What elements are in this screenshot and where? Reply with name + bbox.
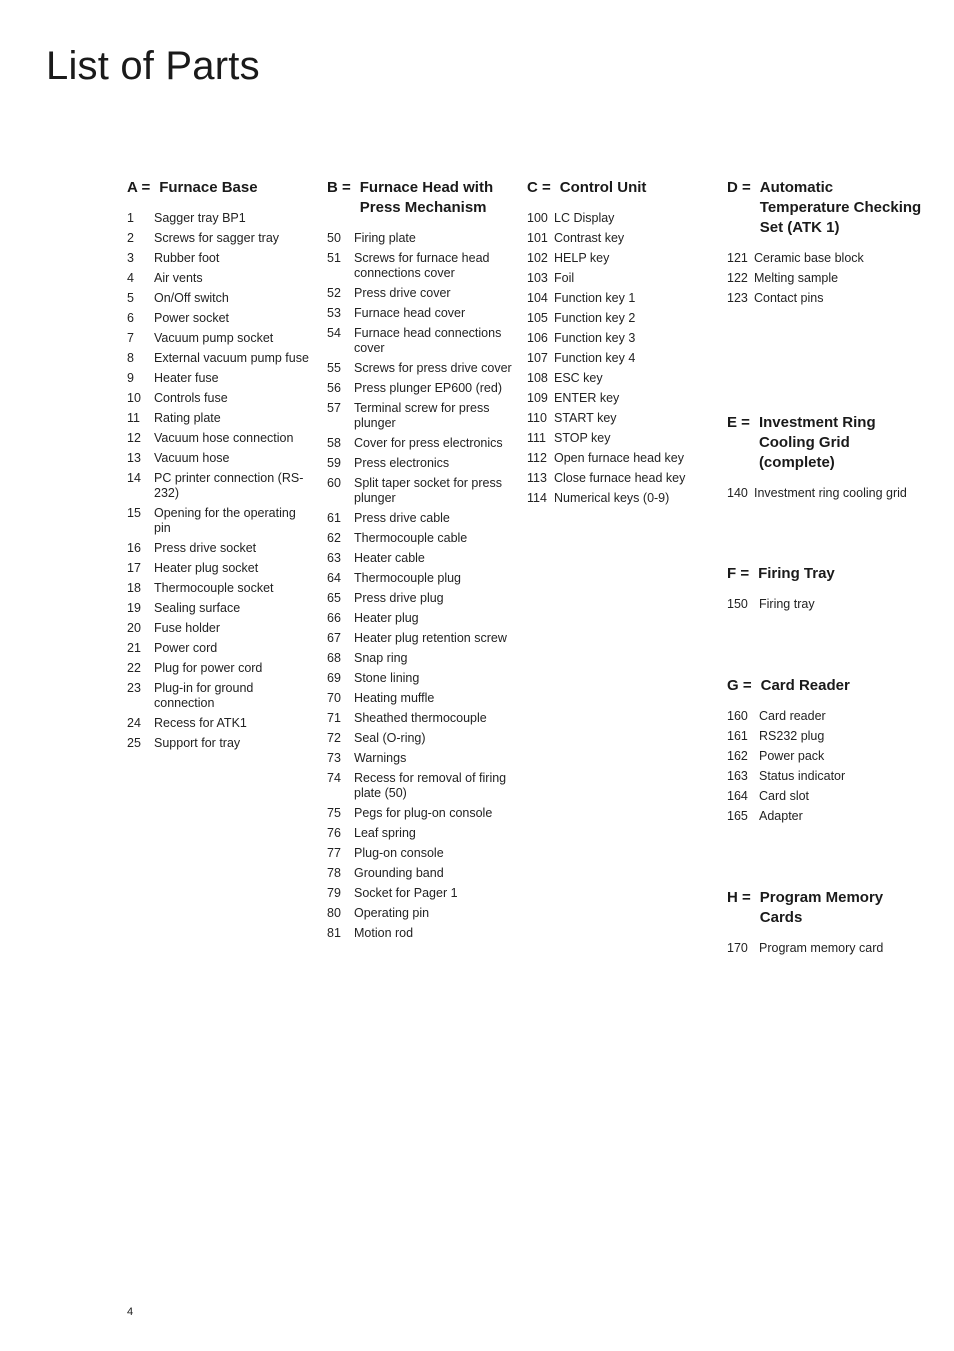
part-number: 16	[127, 541, 141, 555]
part-label: Foil	[554, 271, 575, 285]
part-item	[127, 291, 312, 306]
part-label: Air vents	[154, 271, 203, 285]
part-item	[527, 391, 712, 406]
part-item	[127, 371, 312, 386]
part-label: Vacuum pump socket	[154, 331, 274, 345]
section-name: Automatic Temperature Checking Set (ATK 1)	[759, 179, 922, 236]
part-item	[327, 511, 512, 526]
column-d	[727, 178, 922, 961]
part-item	[727, 809, 922, 824]
part-item	[327, 826, 512, 841]
section-heading	[727, 178, 922, 238]
part-item	[327, 886, 512, 901]
part-number: 71	[327, 711, 341, 725]
part-number: 4	[127, 271, 134, 285]
part-label: Split taper socket for press plunger	[354, 476, 502, 505]
part-item	[127, 581, 312, 596]
part-item	[527, 331, 712, 346]
part-item	[327, 551, 512, 566]
part-item	[327, 711, 512, 726]
part-label: Vacuum hose connection	[154, 431, 294, 445]
section-name: Furnace Head with Press Mechanism	[359, 179, 494, 216]
part-number: 9	[127, 371, 134, 385]
part-label: Firing plate	[354, 231, 416, 245]
part-number: 66	[327, 611, 341, 625]
part-number: 8	[127, 351, 134, 365]
section-name: Control Unit	[559, 179, 647, 196]
part-number: 20	[127, 621, 141, 635]
part-number: 76	[327, 826, 341, 840]
part-label: Stone lining	[354, 671, 420, 685]
part-number: 103	[527, 271, 548, 285]
part-label: Seal (O-ring)	[354, 731, 426, 745]
part-item	[727, 941, 922, 956]
part-label: Power pack	[759, 749, 825, 763]
part-item	[327, 361, 512, 376]
part-item	[527, 351, 712, 366]
part-number: 21	[127, 641, 141, 655]
part-label: Ceramic base block	[754, 251, 864, 265]
part-label: HELP key	[554, 251, 610, 265]
part-item	[327, 751, 512, 766]
part-item	[327, 926, 512, 941]
part-label: Opening for the operating pin	[154, 506, 296, 535]
section-a	[127, 178, 312, 751]
part-label: Terminal screw for press plunger	[354, 401, 490, 430]
section-c	[527, 178, 712, 506]
section-name: Investment Ring Cooling Grid (complete)	[758, 414, 876, 471]
part-label: Heater cable	[354, 551, 425, 565]
part-item	[527, 471, 712, 486]
part-number: 150	[727, 597, 748, 611]
part-number: 75	[327, 806, 341, 820]
part-label: External vacuum pump fuse	[154, 351, 309, 365]
part-label: Power cord	[154, 641, 218, 655]
page-number: 4	[127, 1306, 134, 1318]
part-item	[527, 431, 712, 446]
part-label: Socket for Pager 1	[354, 886, 458, 900]
part-number: 3	[127, 251, 134, 265]
part-label: Vacuum hose	[154, 451, 230, 465]
section-heading	[327, 178, 512, 218]
part-item	[327, 591, 512, 606]
part-number: 68	[327, 651, 341, 665]
part-number: 114	[527, 491, 547, 505]
part-number: 5	[127, 291, 134, 305]
part-item	[327, 671, 512, 686]
part-number: 52	[327, 286, 341, 300]
part-number: 104	[527, 291, 548, 305]
part-label: Contact pins	[754, 291, 824, 305]
part-number: 15	[127, 506, 141, 520]
section-heading	[527, 178, 712, 198]
page-title: List of Parts	[46, 44, 260, 88]
part-item	[727, 271, 922, 286]
part-item	[727, 251, 922, 266]
part-label: Close furnace head key	[554, 471, 686, 485]
part-number: 106	[527, 331, 548, 345]
part-item	[127, 736, 312, 751]
part-label: Thermocouple socket	[154, 581, 274, 595]
part-number: 100	[527, 211, 548, 225]
section-letter: H =	[727, 889, 751, 906]
part-item	[127, 621, 312, 636]
part-label: Function key 4	[554, 351, 636, 365]
part-item	[327, 286, 512, 301]
part-item	[727, 709, 922, 724]
part-number: 10	[127, 391, 141, 405]
part-item	[727, 291, 922, 306]
part-label: Plug for power cord	[154, 661, 263, 675]
part-number: 50	[327, 231, 341, 245]
part-label: Heater fuse	[154, 371, 219, 385]
part-number: 162	[727, 749, 748, 763]
section-heading	[727, 888, 922, 928]
part-item	[327, 381, 512, 396]
part-number: 170	[727, 941, 748, 955]
part-number: 121	[727, 251, 748, 265]
part-label: Sagger tray BP1	[154, 211, 246, 225]
part-number: 108	[527, 371, 548, 385]
part-label: Heater plug retention screw	[354, 631, 507, 645]
part-number: 101	[527, 231, 548, 245]
part-item	[327, 691, 512, 706]
part-label: Rating plate	[154, 411, 221, 425]
section-b	[327, 178, 512, 941]
part-label: Program memory card	[759, 941, 884, 955]
part-label: Press drive cable	[354, 511, 450, 525]
part-label: Heating muffle	[354, 691, 435, 705]
column-b	[327, 178, 512, 946]
part-item	[327, 326, 512, 356]
part-number: 109	[527, 391, 548, 405]
part-item	[127, 351, 312, 366]
part-label: Heater plug socket	[154, 561, 259, 575]
part-number: 160	[727, 709, 748, 723]
part-item	[527, 451, 712, 466]
part-item	[527, 371, 712, 386]
part-number: 105	[527, 311, 548, 325]
part-item	[727, 749, 922, 764]
part-item	[527, 271, 712, 286]
part-label: Grounding band	[354, 866, 444, 880]
section-e	[727, 413, 922, 501]
part-number: 72	[327, 731, 341, 745]
column-a	[127, 178, 312, 756]
part-label: RS232 plug	[759, 729, 825, 743]
part-number: 7	[127, 331, 134, 345]
part-number: 78	[327, 866, 341, 880]
part-number: 140	[727, 486, 748, 500]
section-letter: C =	[527, 179, 551, 196]
part-label: Function key 3	[554, 331, 636, 345]
part-label: Thermocouple cable	[354, 531, 468, 545]
part-number: 110	[527, 411, 547, 425]
part-item	[327, 231, 512, 246]
part-item	[127, 331, 312, 346]
part-label: Snap ring	[354, 651, 408, 665]
part-number: 80	[327, 906, 341, 920]
part-label: LC Display	[554, 211, 615, 225]
part-item	[327, 251, 512, 281]
part-number: 60	[327, 476, 341, 490]
part-label: Operating pin	[354, 906, 430, 920]
part-label: Pegs for plug-on console	[354, 806, 493, 820]
part-label: Motion rod	[354, 926, 414, 940]
part-item	[727, 597, 922, 612]
part-item	[327, 456, 512, 471]
part-number: 77	[327, 846, 341, 860]
part-item	[327, 611, 512, 626]
part-number: 18	[127, 581, 141, 595]
part-label: Furnace head connections cover	[354, 326, 502, 355]
part-label: Controls fuse	[154, 391, 228, 405]
part-number: 107	[527, 351, 548, 365]
section-letter: B =	[327, 179, 351, 196]
part-label: Press drive plug	[354, 591, 444, 605]
part-item	[527, 251, 712, 266]
part-number: 69	[327, 671, 341, 685]
part-label: STOP key	[554, 431, 611, 445]
part-item	[727, 789, 922, 804]
part-number: 58	[327, 436, 341, 450]
part-item	[127, 471, 312, 501]
part-item	[127, 431, 312, 446]
part-number: 112	[527, 451, 547, 465]
part-item	[327, 866, 512, 881]
part-number: 6	[127, 311, 134, 325]
part-number: 123	[727, 291, 748, 305]
part-item	[327, 806, 512, 821]
part-item	[527, 411, 712, 426]
part-number: 23	[127, 681, 141, 695]
part-item	[127, 271, 312, 286]
part-label: Screws for press drive cover	[354, 361, 512, 375]
part-label: Leaf spring	[354, 826, 416, 840]
part-label: Press drive socket	[154, 541, 257, 555]
part-item	[127, 231, 312, 246]
part-item	[127, 451, 312, 466]
part-label: Firing tray	[759, 597, 815, 611]
part-number: 55	[327, 361, 341, 375]
part-label: Plug-in for ground connection	[154, 681, 254, 710]
part-item	[727, 729, 922, 744]
part-item	[127, 411, 312, 426]
part-item	[327, 631, 512, 646]
part-label: Press electronics	[354, 456, 450, 470]
part-item	[127, 601, 312, 616]
part-number: 12	[127, 431, 141, 445]
part-label: Fuse holder	[154, 621, 221, 635]
part-number: 79	[327, 886, 341, 900]
part-label: Card slot	[759, 789, 810, 803]
part-item	[527, 291, 712, 306]
part-label: Contrast key	[554, 231, 625, 245]
part-label: Screws for furnace head connections cover	[354, 251, 490, 280]
part-item	[727, 486, 922, 501]
part-number: 1	[127, 211, 134, 225]
part-label: Rubber foot	[154, 251, 220, 265]
part-item	[127, 506, 312, 536]
part-number: 62	[327, 531, 341, 545]
part-number: 81	[327, 926, 341, 940]
part-item	[127, 541, 312, 556]
part-item	[527, 211, 712, 226]
part-item	[527, 491, 712, 506]
part-number: 56	[327, 381, 341, 395]
part-item	[527, 311, 712, 326]
section-letter: A =	[127, 179, 151, 196]
part-item	[127, 641, 312, 656]
part-label: Recess for ATK1	[154, 716, 247, 730]
part-label: ENTER key	[554, 391, 620, 405]
part-label: Recess for removal of firing plate (50)	[354, 771, 507, 800]
section-name: Furnace Base	[159, 179, 258, 196]
part-number: 164	[727, 789, 748, 803]
part-number: 51	[327, 251, 341, 265]
part-item	[527, 231, 712, 246]
section-heading	[727, 564, 922, 584]
part-number: 19	[127, 601, 141, 615]
section-name: Firing Tray	[758, 565, 835, 582]
part-label: PC printer connection (RS-232)	[154, 471, 304, 500]
part-label: Warnings	[354, 751, 407, 765]
part-item	[127, 311, 312, 326]
part-label: ESC key	[554, 371, 603, 385]
part-number: 161	[727, 729, 748, 743]
part-number: 25	[127, 736, 141, 750]
part-label: Function key 1	[554, 291, 636, 305]
part-number: 165	[727, 809, 748, 823]
part-number: 111	[527, 431, 547, 445]
part-number: 59	[327, 456, 341, 470]
part-number: 102	[527, 251, 548, 265]
part-item	[127, 251, 312, 266]
section-letter: E =	[727, 414, 750, 431]
part-label: Thermocouple plug	[354, 571, 462, 585]
part-item	[127, 391, 312, 406]
part-label: Heater plug	[354, 611, 419, 625]
part-item	[327, 771, 512, 801]
part-item	[127, 716, 312, 731]
part-label: Adapter	[759, 809, 803, 823]
part-number: 11	[127, 411, 140, 425]
section-letter: D =	[727, 179, 751, 196]
part-number: 53	[327, 306, 341, 320]
part-number: 22	[127, 661, 141, 675]
part-item	[327, 436, 512, 451]
part-number: 2	[127, 231, 134, 245]
part-item	[327, 531, 512, 546]
part-label: Numerical keys (0-9)	[554, 491, 670, 505]
part-number: 14	[127, 471, 141, 485]
part-label: Open furnace head key	[554, 451, 684, 465]
part-item	[327, 906, 512, 921]
part-number: 65	[327, 591, 341, 605]
part-label: Function key 2	[554, 311, 636, 325]
part-number: 13	[127, 451, 141, 465]
part-item	[727, 769, 922, 784]
part-label: Status indicator	[759, 769, 846, 783]
part-item	[327, 846, 512, 861]
part-label: Furnace head cover	[354, 306, 466, 320]
column-c	[527, 178, 712, 511]
part-item	[327, 571, 512, 586]
part-number: 24	[127, 716, 141, 730]
part-label: Plug-on console	[354, 846, 444, 860]
part-number: 113	[527, 471, 547, 485]
section-d	[727, 178, 922, 306]
part-item	[327, 476, 512, 506]
part-label: Cover for press electronics	[354, 436, 503, 450]
part-label: Sheathed thermocouple	[354, 711, 487, 725]
section-f	[727, 564, 922, 612]
part-item	[327, 651, 512, 666]
section-g	[727, 676, 922, 824]
part-item	[127, 661, 312, 676]
part-number: 57	[327, 401, 341, 415]
section-heading	[727, 413, 922, 473]
section-name: Program Memory Cards	[759, 889, 884, 926]
part-label: Sealing surface	[154, 601, 241, 615]
part-number: 67	[327, 631, 341, 645]
part-label: Screws for sagger tray	[154, 231, 280, 245]
part-number: 61	[327, 511, 341, 525]
part-number: 122	[727, 271, 748, 285]
part-number: 64	[327, 571, 341, 585]
part-label: Power socket	[154, 311, 230, 325]
part-item	[127, 561, 312, 576]
section-letter: F =	[727, 565, 750, 582]
section-heading	[727, 676, 922, 696]
part-label: Press drive cover	[354, 286, 451, 300]
part-number: 73	[327, 751, 341, 765]
section-heading	[127, 178, 312, 198]
part-number: 17	[127, 561, 141, 575]
section-h	[727, 888, 922, 956]
part-number: 70	[327, 691, 341, 705]
part-item	[127, 681, 312, 711]
section-name: Card Reader	[760, 677, 850, 694]
part-item	[327, 306, 512, 321]
part-item	[327, 731, 512, 746]
part-label: Press plunger EP600 (red)	[354, 381, 502, 395]
part-label: Investment ring cooling grid	[754, 486, 907, 500]
section-letter: G =	[727, 677, 752, 694]
part-label: START key	[554, 411, 617, 425]
part-number: 74	[327, 771, 341, 785]
part-item	[127, 211, 312, 226]
part-label: Melting sample	[754, 271, 839, 285]
part-label: Card reader	[759, 709, 826, 723]
part-number: 54	[327, 326, 341, 340]
part-label: Support for tray	[154, 736, 241, 750]
part-item	[327, 401, 512, 431]
part-number: 163	[727, 769, 748, 783]
part-number: 63	[327, 551, 341, 565]
part-label: On/Off switch	[154, 291, 229, 305]
